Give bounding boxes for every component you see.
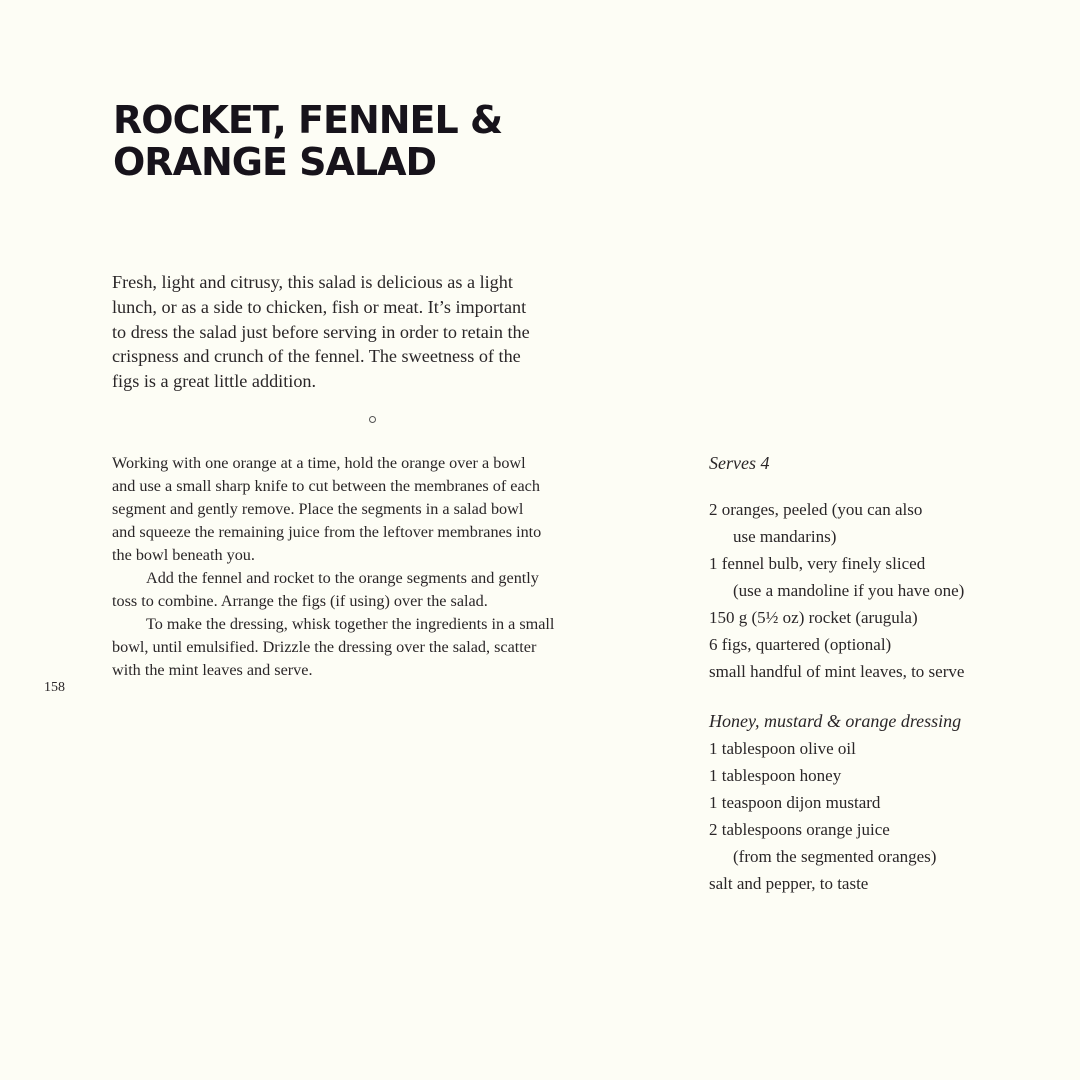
method-line: with the mint leaves and serve.	[112, 661, 313, 679]
ingredient-text: salt and pepper, to taste	[709, 874, 869, 893]
recipe-title	[113, 99, 713, 183]
recipe-title-line: ORANGE SALAD	[113, 140, 437, 184]
recipe-intro	[112, 270, 632, 394]
intro-line: figs is a great little addition.	[112, 371, 317, 392]
method-line: To make the dressing, whisk together the ingredients in a small	[146, 615, 555, 633]
method-line: segment and gently remove. Place the segments in a salad bowl	[112, 500, 524, 518]
ingredient-item	[709, 789, 1069, 816]
method-line: and use a small sharp knife to cut between the membranes of each	[112, 477, 540, 495]
dressing-heading: Honey, mustard & orange dressing	[709, 711, 962, 731]
ingredient-item	[709, 735, 1069, 762]
ingredient-continuation: use mandarins)	[733, 527, 837, 546]
ingredient-continuation: (from the segmented oranges)	[733, 847, 937, 866]
ingredient-item	[709, 870, 1069, 897]
serves-label: Serves 4	[709, 453, 770, 473]
method-line: and squeeze the remaining juice from the leftover membranes into	[112, 523, 542, 541]
salad-ingredients-list	[709, 496, 1069, 685]
intro-line: lunch, or as a side to chicken, fish or meat. It’s important	[112, 296, 527, 317]
ingredient-item	[709, 496, 1069, 550]
method-line: bowl, until emulsified. Drizzle the dressing over the salad, scatter	[112, 638, 537, 656]
ingredient-text: 1 fennel bulb, very finely sliced	[709, 554, 926, 573]
section-divider-ornament	[369, 416, 376, 423]
ingredient-continuation: (use a mandoline if you have one)	[733, 581, 965, 600]
recipe-method	[112, 452, 652, 682]
ingredients-panel	[709, 450, 1069, 897]
intro-line: crispness and crunch of the fennel. The sweetness of the	[112, 346, 521, 367]
recipe-title-line: ROCKET, FENNEL &	[113, 98, 503, 142]
ingredient-item	[709, 762, 1069, 789]
ingredient-item	[709, 816, 1069, 870]
method-line: Working with one orange at a time, hold the orange over a bowl	[112, 454, 526, 472]
ingredient-text: 6 figs, quartered (optional)	[709, 635, 892, 654]
method-line: Add the fennel and rocket to the orange segments and gently	[146, 569, 539, 587]
ingredient-item	[709, 658, 1069, 685]
ingredient-item	[709, 631, 1069, 658]
ingredient-item	[709, 550, 1069, 604]
dressing-ingredients-list	[709, 735, 1069, 897]
ingredient-text: 2 tablespoons orange juice	[709, 820, 890, 839]
intro-line: to dress the salad just before serving in order to retain the	[112, 321, 530, 342]
ingredient-text: 1 tablespoon honey	[709, 766, 842, 785]
ingredient-text: 150 g (5½ oz) rocket (arugula)	[709, 608, 918, 627]
ingredient-text: 2 oranges, peeled (you can also	[709, 500, 923, 519]
ingredient-item	[709, 604, 1069, 631]
method-line: toss to combine. Arrange the figs (if using) over the salad.	[112, 592, 488, 610]
page-number: 158	[44, 680, 65, 695]
ingredient-text: 1 tablespoon olive oil	[709, 739, 856, 758]
method-line: the bowl beneath you.	[112, 546, 255, 564]
ingredient-text: 1 teaspoon dijon mustard	[709, 793, 881, 812]
ingredient-text: small handful of mint leaves, to serve	[709, 662, 965, 681]
intro-line: Fresh, light and citrusy, this salad is delicious as a light	[112, 272, 513, 292]
